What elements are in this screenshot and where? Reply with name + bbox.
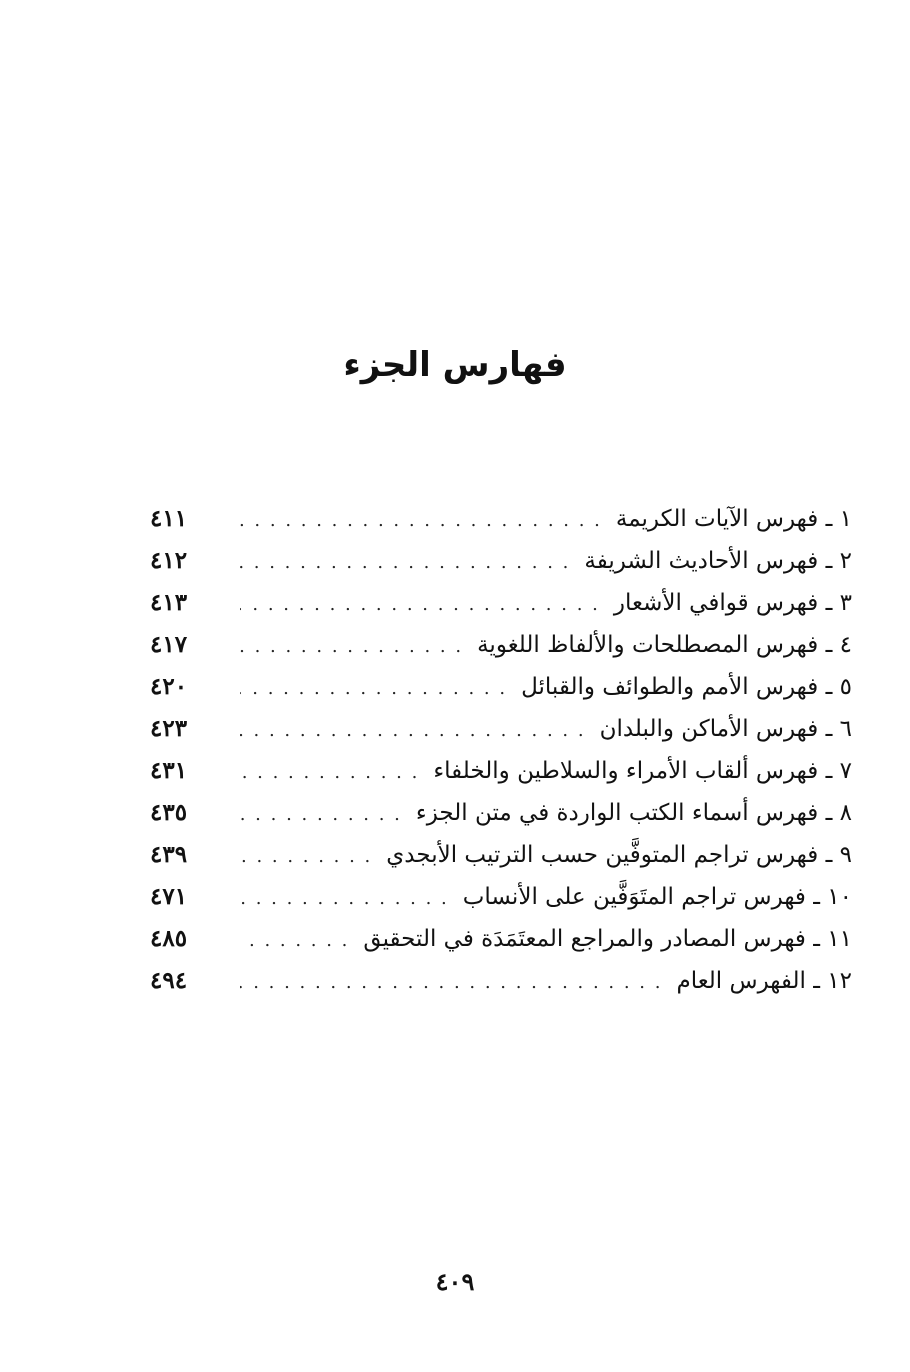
- toc-entry-3[interactable]: [150, 582, 852, 624]
- toc-entry-10[interactable]: [150, 876, 852, 918]
- toc-entry-9[interactable]: [150, 834, 852, 876]
- dot-leader: [240, 500, 602, 542]
- toc-entry-title: ٩ ـ فهرس تراجم المتوفَّين حسب الترتيب الأبجدي: [386, 842, 852, 868]
- toc-entry-12[interactable]: [150, 960, 852, 1002]
- toc-entry-8[interactable]: [150, 792, 852, 834]
- toc-entry-title: ١١ ـ فهرس المصادر والمراجع المعتَمَدَة في التحقيق: [363, 926, 852, 952]
- table-of-contents: [150, 498, 852, 1002]
- dot-leader: [240, 836, 372, 878]
- toc-entry-page: ٤٣٩: [150, 841, 188, 868]
- toc-entry-page: ٤٢٠: [150, 673, 188, 700]
- toc-entry-title: ٣ ـ فهرس قوافي الأشعار: [613, 590, 852, 616]
- toc-entry-page: ٤١١: [150, 505, 188, 532]
- toc-entry-page: ٤٨٥: [150, 925, 188, 952]
- toc-entry-11[interactable]: [150, 918, 852, 960]
- toc-entry-title: ٢ ـ فهرس الأحاديث الشريفة: [584, 548, 852, 574]
- dot-leader: [240, 962, 662, 1004]
- toc-entry-1[interactable]: [150, 498, 852, 540]
- toc-entry-title: ٥ ـ فهرس الأمم والطوائف والقبائل: [521, 674, 852, 700]
- toc-entry-2[interactable]: [150, 540, 852, 582]
- dot-leader: [240, 668, 507, 710]
- toc-entry-page: ٤١٧: [150, 631, 188, 658]
- toc-entry-page: ٤٩٤: [150, 967, 188, 994]
- toc-entry-title: ١٠ ـ فهرس تراجم المتَوَفَّين على الأنساب: [462, 884, 852, 910]
- dot-leader: [240, 710, 586, 752]
- dot-leader: [240, 542, 570, 584]
- toc-entry-7[interactable]: [150, 750, 852, 792]
- page-title: فهارس الجزء: [343, 344, 567, 385]
- toc-entry-page: ٤٣٥: [150, 799, 188, 826]
- toc-entry-page: ٤١٢: [150, 547, 188, 574]
- toc-entry-page: ٤١٣: [150, 589, 188, 616]
- toc-entry-5[interactable]: [150, 666, 852, 708]
- dot-leader: [240, 752, 419, 794]
- dot-leader: [240, 584, 600, 626]
- toc-entry-page: ٤٣١: [150, 757, 188, 784]
- toc-entry-6[interactable]: [150, 708, 852, 750]
- toc-entry-title: ٤ ـ فهرس المصطلحات والألفاظ اللغوية: [477, 632, 852, 658]
- dot-leader: [240, 626, 463, 668]
- toc-entry-page: ٤٢٣: [150, 715, 188, 742]
- dot-leader: [240, 920, 349, 962]
- toc-entry-title: ٧ ـ فهرس ألقاب الأمراء والسلاطين والخلفاء: [433, 758, 852, 784]
- toc-entry-title: ١ ـ فهرس الآيات الكريمة: [615, 506, 852, 532]
- toc-entry-title: ٦ ـ فهرس الأماكن والبلدان: [599, 716, 852, 742]
- page-number: ٤٠٩: [435, 1267, 475, 1296]
- toc-entry-page: ٤٧١: [150, 883, 188, 910]
- dot-leader: [240, 794, 402, 836]
- toc-entry-title: ٨ ـ فهرس أسماء الكتب الواردة في متن الجزء: [415, 800, 852, 826]
- toc-entry-4[interactable]: [150, 624, 852, 666]
- toc-entry-title: ١٢ ـ الفهرس العام: [676, 968, 852, 994]
- dot-leader: [240, 878, 449, 920]
